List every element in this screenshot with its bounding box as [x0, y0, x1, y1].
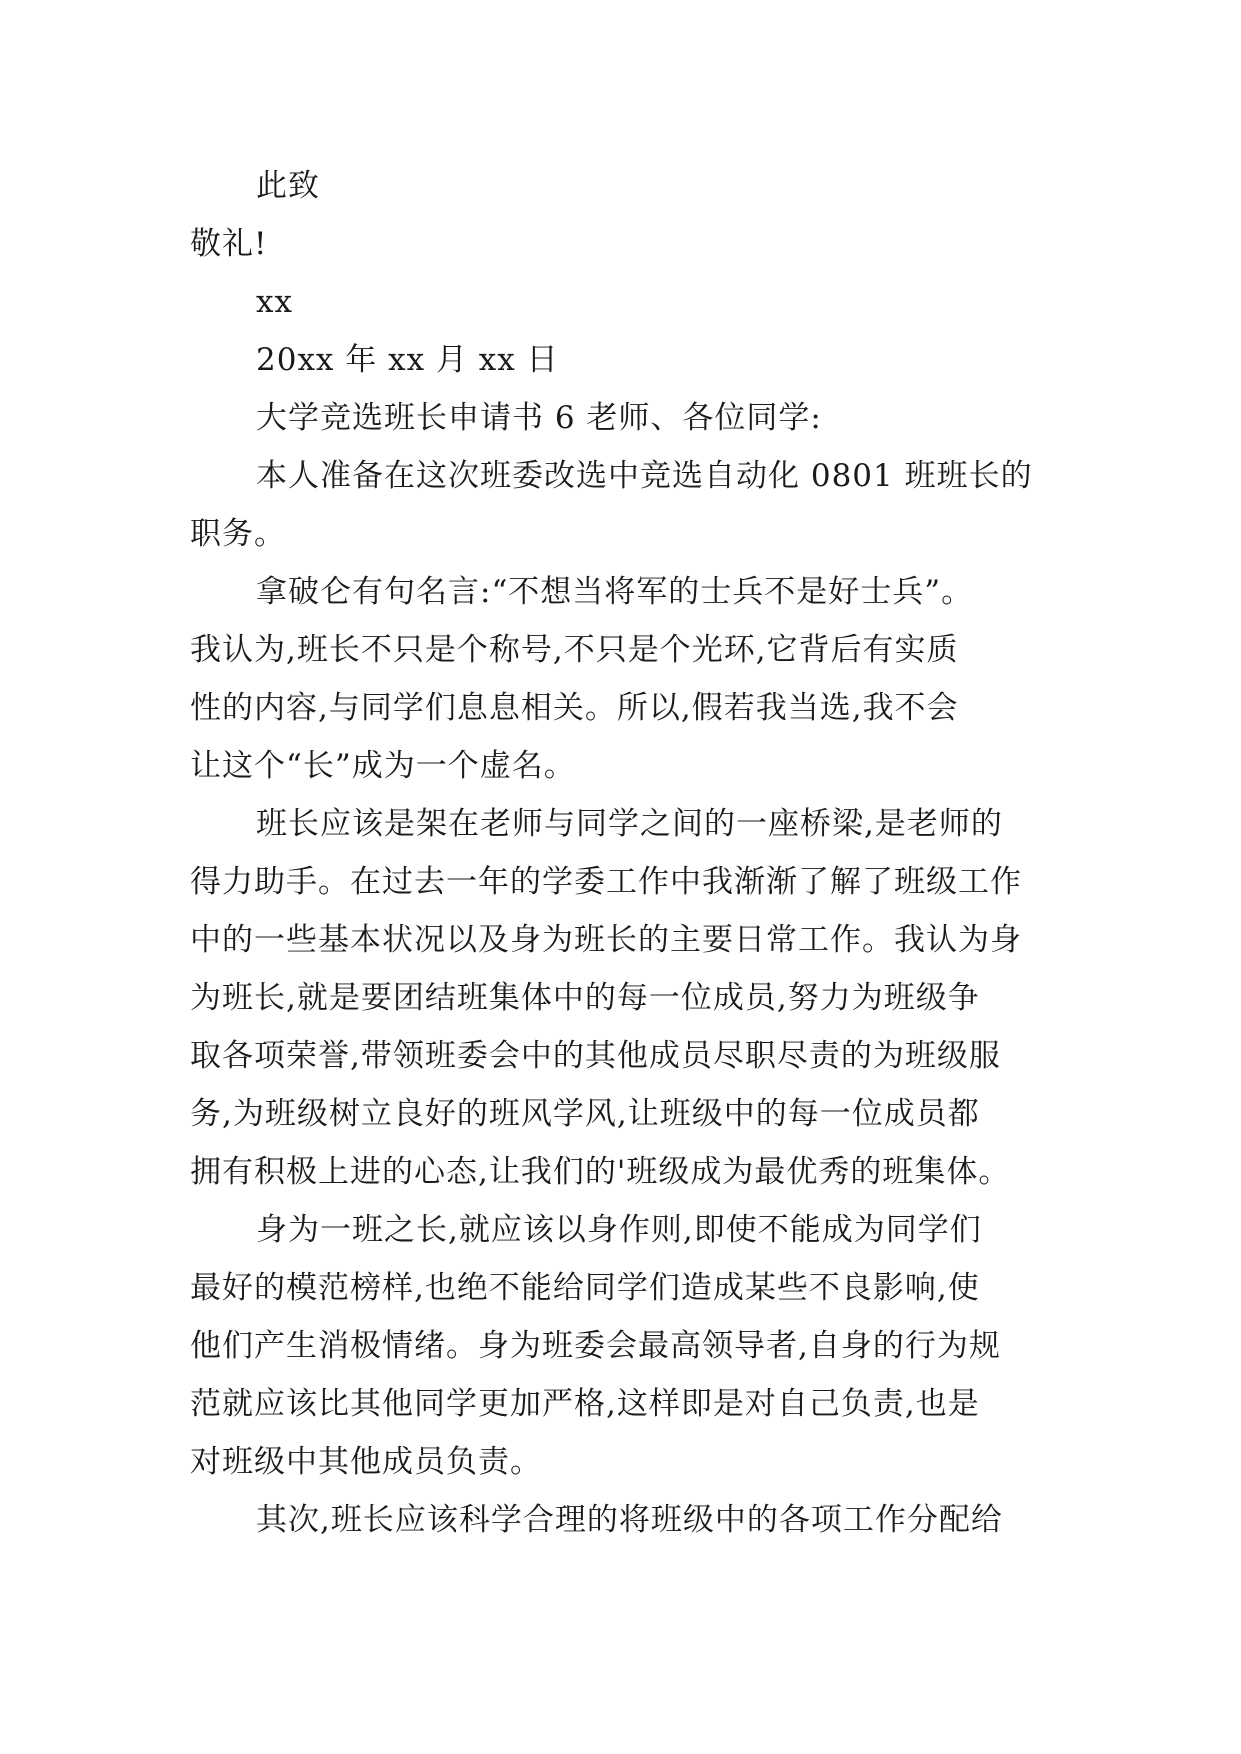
body-line: 我认为,班长不只是个称号,不只是个光环,它背后有实质: [190, 632, 959, 668]
body-line: 范就应该比其他同学更加严格,这样即是对自己负责,也是: [190, 1386, 980, 1422]
signature-date: 20xx 年 xx 月 xx 日: [256, 342, 559, 378]
signature-name: xx: [256, 284, 293, 320]
body-line: 本人准备在这次班委改选中竞选自动化 0801 班班长的: [256, 458, 1033, 494]
body-line: 班长应该是架在老师与同学之间的一座桥梁,是老师的: [256, 806, 1003, 842]
document-heading-line: 大学竞选班长申请书 6 老师、各位同学:: [256, 400, 822, 436]
body-line: 其次,班长应该科学合理的将班级中的各项工作分配给: [256, 1502, 1003, 1538]
salutation-line: 敬礼!: [190, 226, 268, 262]
body-line: 身为一班之长,就应该以身作则,即使不能成为同学们: [256, 1212, 982, 1248]
body-line: 最好的模范榜样,也绝不能给同学们造成某些不良影响,使: [190, 1270, 980, 1306]
body-line: 拥有积极上进的心态,让我们的'班级成为最优秀的班集体。: [190, 1154, 1011, 1190]
body-line: 务,为班级树立良好的班风学风,让班级中的每一位成员都: [190, 1096, 980, 1132]
body-line: 得力助手。在过去一年的学委工作中我渐渐了解了班级工作: [190, 864, 1022, 900]
body-line: 拿破仑有句名言:“不想当将军的士兵不是好士兵”。: [256, 574, 974, 610]
body-line: 取各项荣誉,带领班委会中的其他成员尽职尽责的为班级服: [190, 1038, 1001, 1074]
body-line: 让这个“长”成为一个虚名。: [190, 748, 576, 784]
body-line: 职务。: [190, 516, 286, 552]
body-line: 中的一些基本状况以及身为班长的主要日常工作。我认为身: [190, 922, 1022, 958]
closing-line: 此致: [256, 168, 320, 204]
body-line: 他们产生消极情绪。身为班委会最高领导者,自身的行为规: [190, 1328, 1001, 1364]
body-line: 性的内容,与同学们息息相关。所以,假若我当选,我不会: [190, 690, 959, 726]
body-line: 为班长,就是要团结班集体中的每一位成员,努力为班级争: [190, 980, 980, 1016]
body-line: 对班级中其他成员负责。: [190, 1444, 542, 1480]
